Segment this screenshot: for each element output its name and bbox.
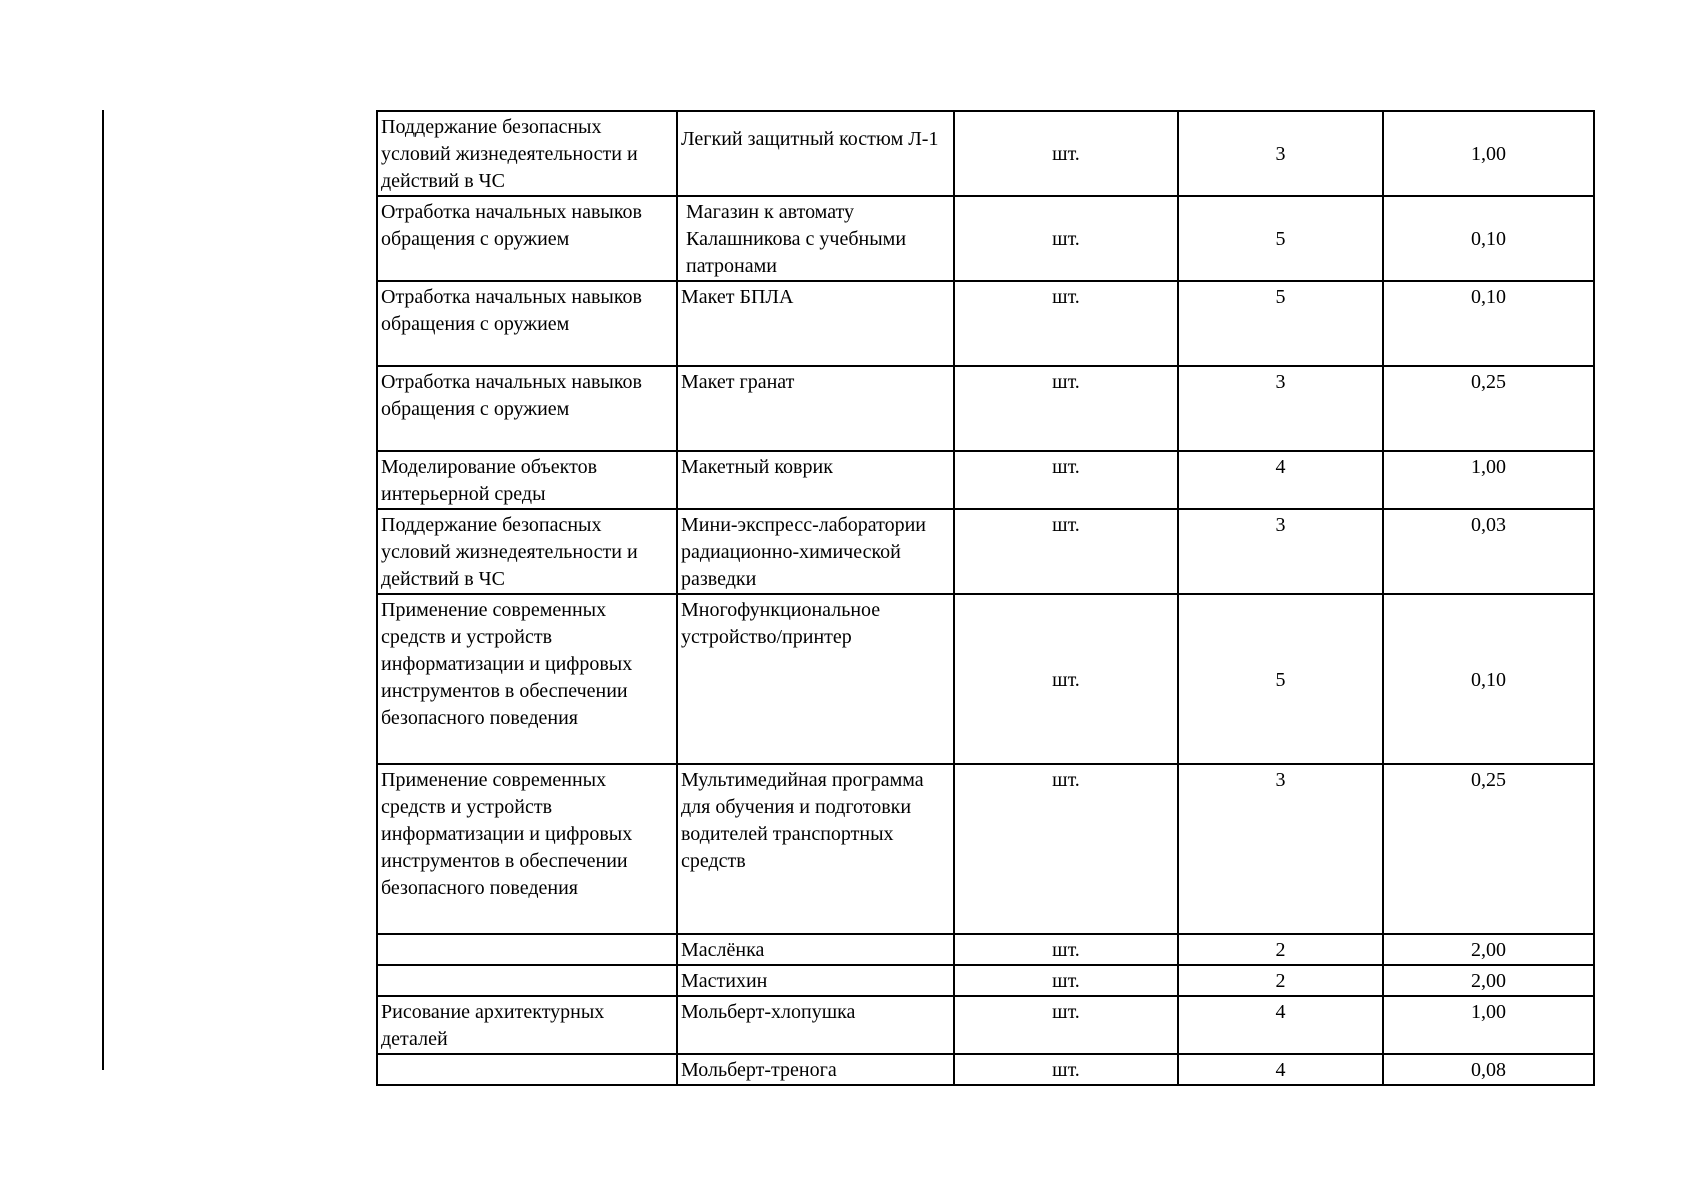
coefficient-cell: 0,10 <box>1383 594 1594 764</box>
direction-cell: Поддержание безопасных условий жизнедеятельности и действий в ЧС <box>377 509 677 594</box>
unit-cell: шт. <box>954 509 1178 594</box>
item-name-cell: Мастихин <box>677 965 954 996</box>
unit-cell: шт. <box>954 1054 1178 1085</box>
unit-cell: шт. <box>954 934 1178 965</box>
quantity-cell: 4 <box>1178 1054 1383 1085</box>
direction-cell <box>377 1054 677 1085</box>
unit-cell: шт. <box>954 594 1178 764</box>
quantity-cell: 2 <box>1178 934 1383 965</box>
unit-cell: шт. <box>954 366 1178 451</box>
quantity-cell: 3 <box>1178 111 1383 196</box>
item-name-cell: Макет гранат <box>677 366 954 451</box>
direction-cell: Поддержание безопасных условий жизнедеятельности и действий в ЧС <box>377 111 677 196</box>
quantity-cell: 5 <box>1178 594 1383 764</box>
unit-cell: шт. <box>954 281 1178 366</box>
quantity-cell: 3 <box>1178 509 1383 594</box>
direction-cell: Рисование архитектурных деталей <box>377 996 677 1054</box>
equipment-table <box>376 110 1595 1086</box>
table-row <box>377 509 1594 594</box>
coefficient-cell: 1,00 <box>1383 111 1594 196</box>
item-name-cell: Легкий защитный костюм Л-1 <box>677 111 954 196</box>
coefficient-cell: 1,00 <box>1383 451 1594 509</box>
item-name-cell: Макетный коврик <box>677 451 954 509</box>
quantity-cell: 5 <box>1178 281 1383 366</box>
table-row <box>377 996 1594 1054</box>
table-row <box>377 196 1594 281</box>
page-margin-line <box>102 110 104 1070</box>
coefficient-cell: 2,00 <box>1383 965 1594 996</box>
item-name-cell: Мольберт-тренога <box>677 1054 954 1085</box>
item-name-cell: Многофункциональное устройство/принтер <box>677 594 954 764</box>
coefficient-cell: 0,08 <box>1383 1054 1594 1085</box>
table-row <box>377 764 1594 934</box>
unit-cell: шт. <box>954 111 1178 196</box>
direction-cell: Применение современных средств и устройств информатизации и цифровых инструментов в обеспечении безопасного поведения <box>377 594 677 764</box>
direction-cell: Отработка начальных навыков обращения с оружием <box>377 281 677 366</box>
item-name-cell: Маслёнка <box>677 934 954 965</box>
coefficient-cell: 0,25 <box>1383 366 1594 451</box>
table-row <box>377 594 1594 764</box>
coefficient-cell: 0,25 <box>1383 764 1594 934</box>
item-name-cell: Мольберт-хлопушка <box>677 996 954 1054</box>
table-row <box>377 965 1594 996</box>
item-name-cell: Мини-экспресс-лаборатории радиационно-химической разведки <box>677 509 954 594</box>
table-row <box>377 1054 1594 1085</box>
unit-cell: шт. <box>954 965 1178 996</box>
coefficient-cell: 0,03 <box>1383 509 1594 594</box>
quantity-cell: 3 <box>1178 366 1383 451</box>
direction-cell: Моделирование объектов интерьерной среды <box>377 451 677 509</box>
quantity-cell: 3 <box>1178 764 1383 934</box>
coefficient-cell: 0,10 <box>1383 281 1594 366</box>
unit-cell: шт. <box>954 451 1178 509</box>
quantity-cell: 4 <box>1178 451 1383 509</box>
item-name-cell: Макет БПЛА <box>677 281 954 366</box>
table-row <box>377 366 1594 451</box>
table-row <box>377 281 1594 366</box>
direction-cell <box>377 965 677 996</box>
item-name-cell: Магазин к автомату Калашникова с учебными патронами <box>677 196 954 281</box>
table-row <box>377 111 1594 196</box>
direction-cell: Применение современных средств и устройств информатизации и цифровых инструментов в обеспечении безопасного поведения <box>377 764 677 934</box>
direction-cell: Отработка начальных навыков обращения с оружием <box>377 196 677 281</box>
item-name-cell: Мультимедийная программа для обучения и подготовки водителей транспортных средств <box>677 764 954 934</box>
coefficient-cell: 1,00 <box>1383 996 1594 1054</box>
table-row <box>377 934 1594 965</box>
direction-cell: Отработка начальных навыков обращения с оружием <box>377 366 677 451</box>
coefficient-cell: 2,00 <box>1383 934 1594 965</box>
unit-cell: шт. <box>954 764 1178 934</box>
coefficient-cell: 0,10 <box>1383 196 1594 281</box>
quantity-cell: 2 <box>1178 965 1383 996</box>
quantity-cell: 4 <box>1178 996 1383 1054</box>
quantity-cell: 5 <box>1178 196 1383 281</box>
direction-cell <box>377 934 677 965</box>
table-row <box>377 451 1594 509</box>
unit-cell: шт. <box>954 196 1178 281</box>
unit-cell: шт. <box>954 996 1178 1054</box>
